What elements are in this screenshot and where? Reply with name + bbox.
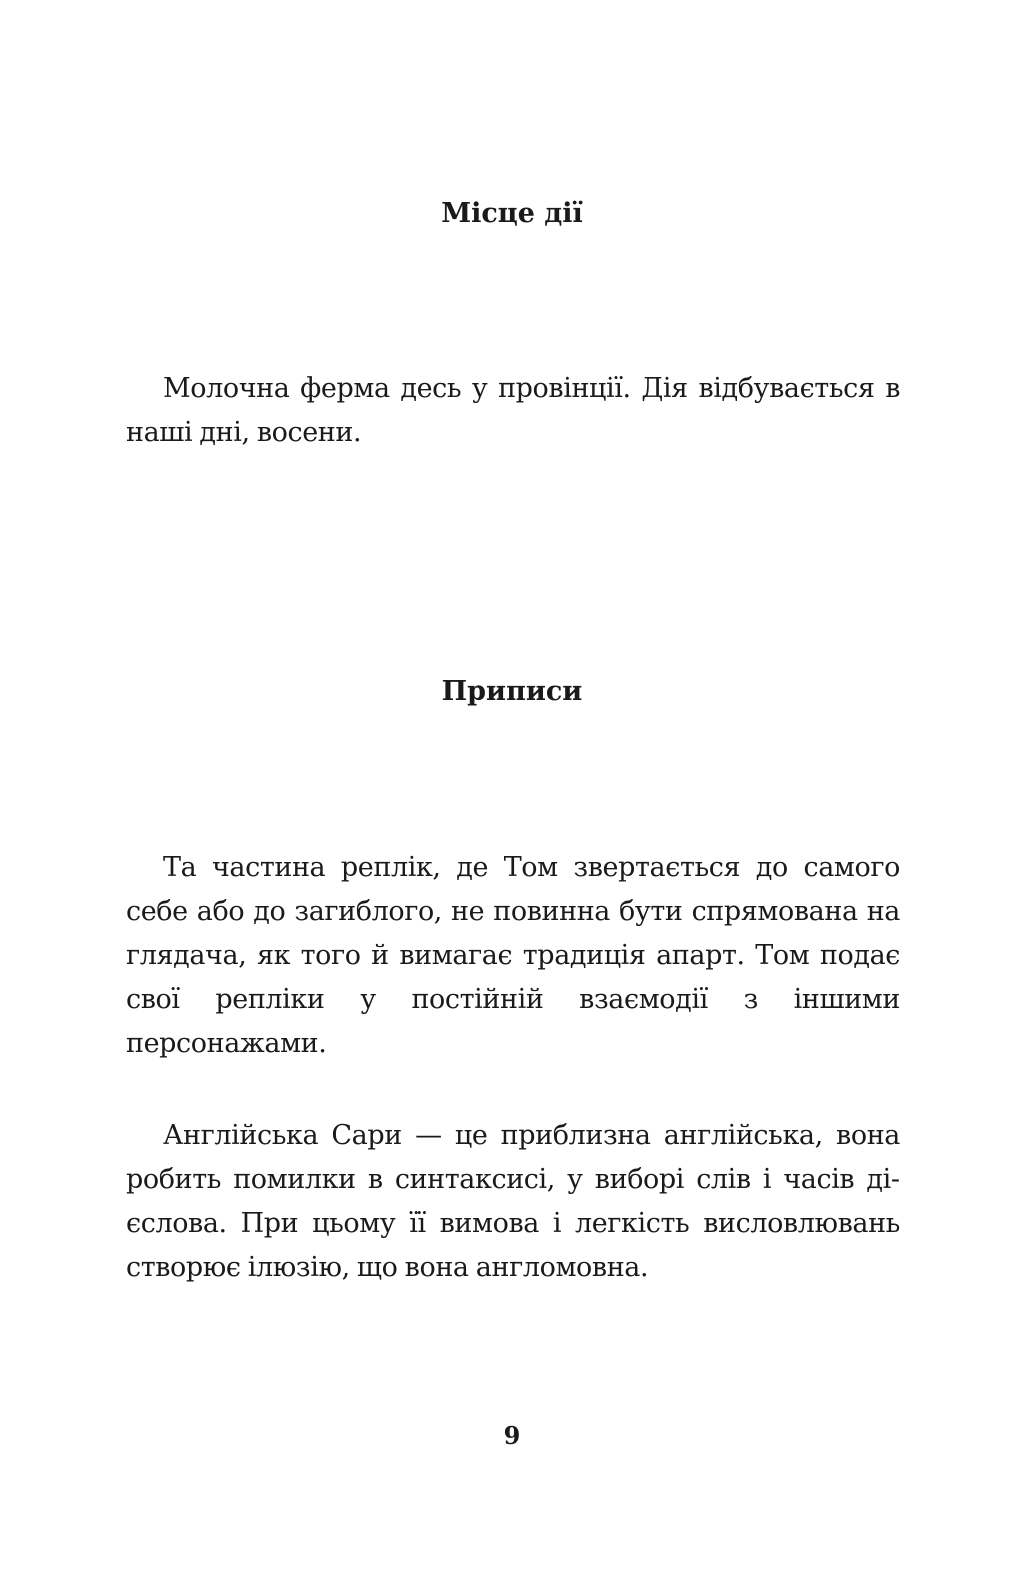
section-heading-instructions: Приписи [441, 676, 583, 707]
paragraph-instructions-1: Та частина реплік, де Том звертається до самого себе або до загиблого, не повинна бути спрямована на глядача, як того й вимагає традиція апарт. Том подає свої репліки у постійній взаємодії з іншими персонажами. [126, 852, 900, 1059]
paragraph-setting: Молочна ферма десь у провінції. Дія відбувається в наші дні, восени. [126, 373, 900, 448]
section-heading-setting: Місце дії [441, 198, 583, 229]
paragraph-instructions-2: Англійська Сари — це приблизна англійська, вона робить помилки в синтаксисі, у виборі слів і часів дієслова. При цьому її вимова і легкість висловлювань створює ілюзію, що вона англомовна. [126, 1120, 900, 1283]
page-number: 9 [503, 1421, 521, 1450]
